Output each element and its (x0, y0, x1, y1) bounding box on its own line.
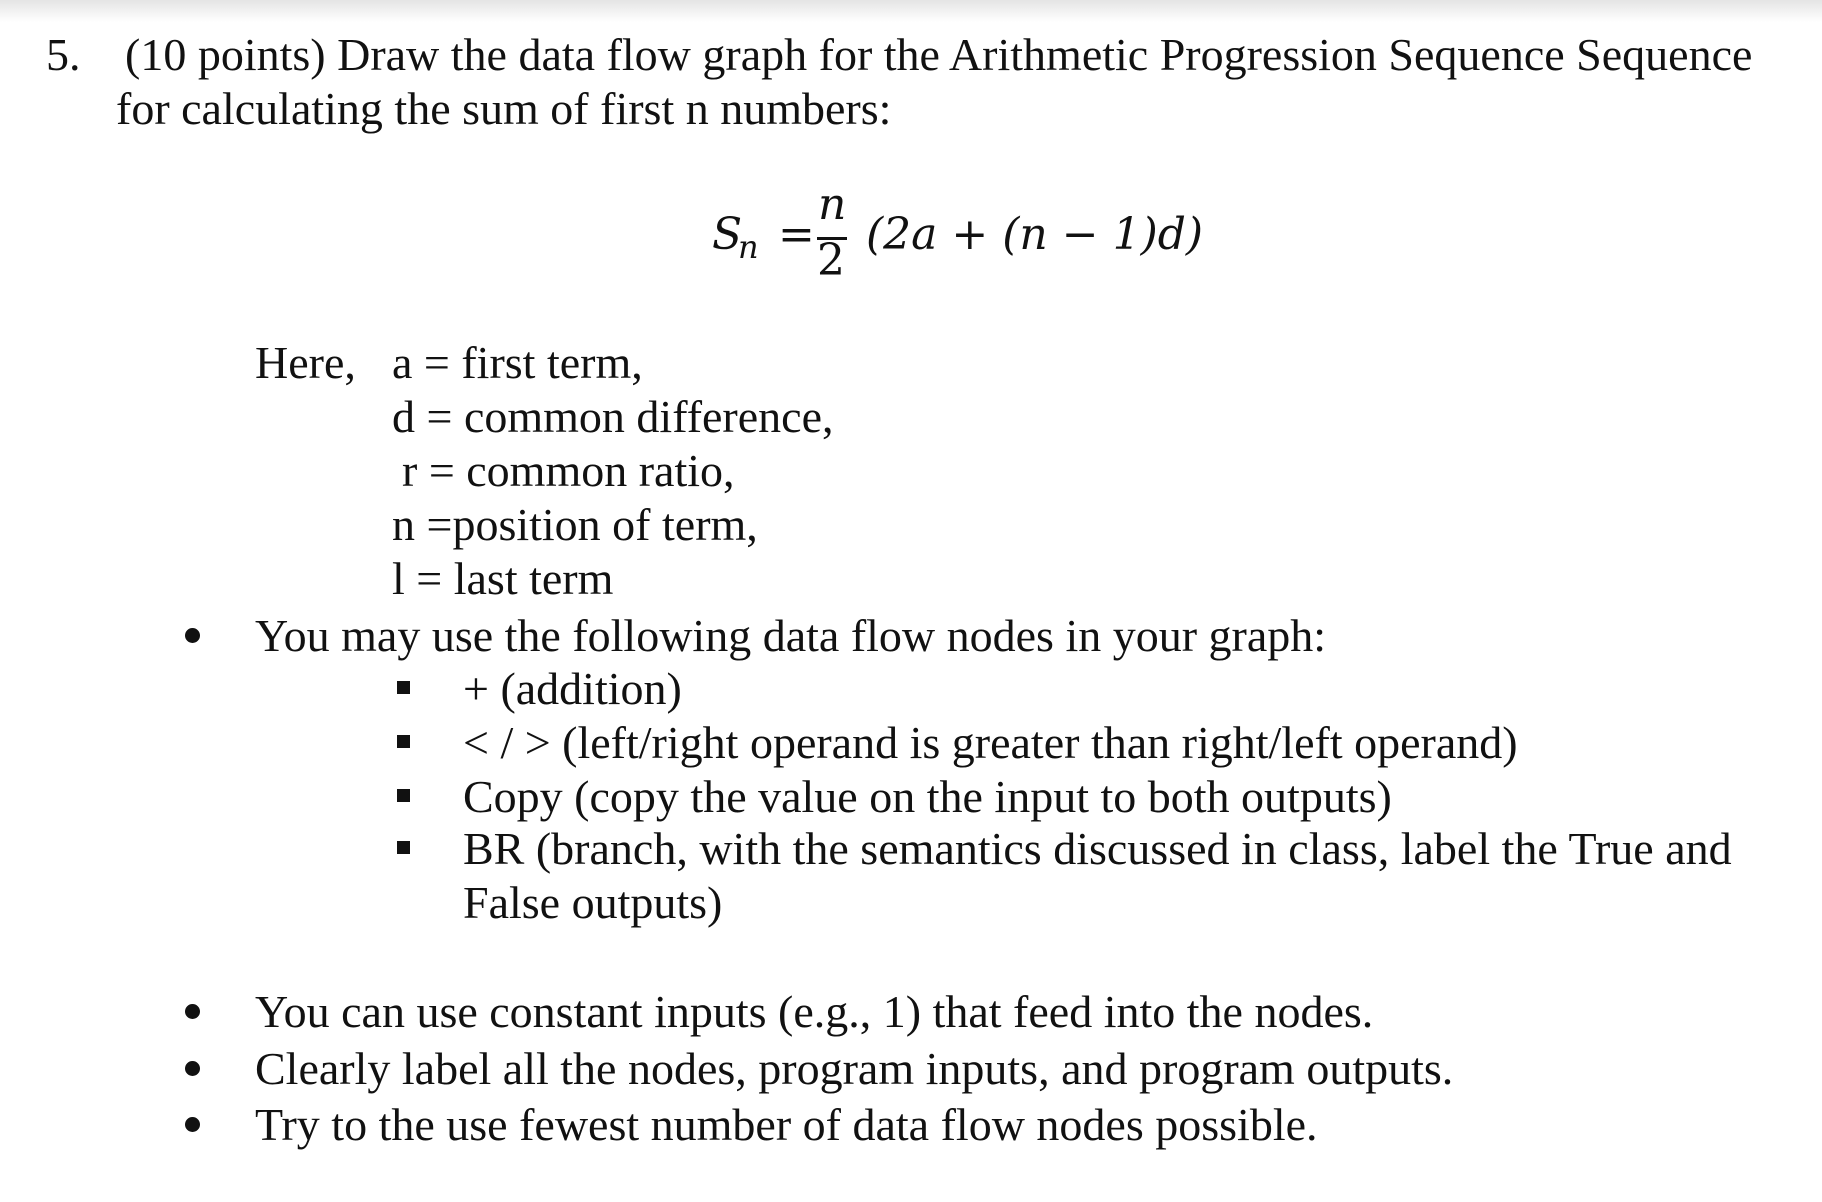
bullet-icon (185, 628, 200, 643)
square-bullet-icon (397, 735, 410, 748)
nodes-intro: You may use the following data flow nodes in your graph: (255, 610, 1327, 661)
definition-l: l = last term (392, 553, 614, 604)
square-bullet-icon (397, 789, 410, 802)
square-bullet-icon (397, 841, 410, 854)
square-bullet-icon (397, 681, 410, 694)
node-type-branch-cont: False outputs) (463, 877, 723, 928)
formula-rhs: (2a + (n − 1)d) (866, 209, 1204, 260)
formula-equals: = (778, 209, 815, 260)
node-type-copy: Copy (copy the value on the input to both outputs) (463, 771, 1392, 822)
formula-lhs-symbol: S (712, 209, 743, 260)
formula-numerator: n (818, 179, 847, 230)
definition-n: n =position of term, (392, 499, 758, 550)
top-shadow (0, 0, 1822, 22)
bullet-constant-inputs: You can use constant inputs (e.g., 1) that feed into the nodes. (255, 986, 1374, 1037)
definition-d: d = common difference, (392, 391, 834, 442)
definition-r: r = common ratio, (402, 445, 735, 496)
bullet-icon (185, 1117, 200, 1132)
definitions-intro: Here, (255, 337, 356, 388)
question-line-2: for calculating the sum of first n numbers: (116, 83, 892, 134)
formula-denominator: 2 (817, 235, 845, 286)
node-type-addition: + (addition) (463, 663, 682, 714)
bullet-icon (185, 1004, 200, 1019)
formula-lhs-subscript: n (738, 228, 759, 266)
bullet-icon (185, 1061, 200, 1076)
bullet-label-nodes: Clearly label all the nodes, program inputs, and program outputs. (255, 1043, 1454, 1094)
bullet-fewest-nodes: Try to the use fewest number of data flow nodes possible. (255, 1099, 1318, 1150)
node-type-branch: BR (branch, with the semantics discussed in class, label the True and (463, 823, 1732, 874)
question-line-1: (10 points) Draw the data flow graph for the Arithmetic Progression Sequence Sequence (125, 29, 1753, 80)
question-number: 5. (46, 29, 81, 80)
definition-a: a = first term, (392, 337, 643, 388)
node-type-compare: < / > (left/right operand is greater than right/left operand) (463, 717, 1518, 768)
